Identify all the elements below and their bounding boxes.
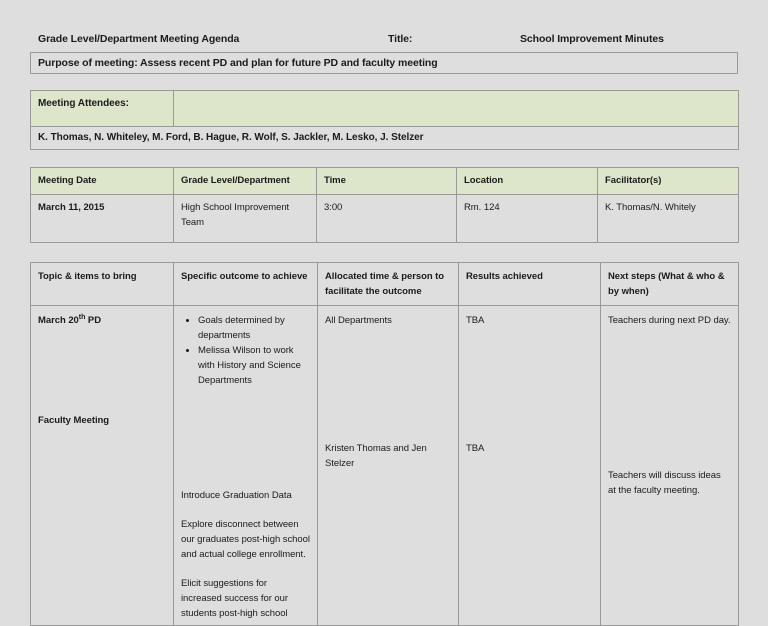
cell-results-achieved	[459, 306, 601, 626]
cell-grade-level: High School Improvement Team	[174, 195, 317, 243]
column-header-grade-level: Grade Level/Department	[174, 168, 317, 195]
column-header-results-achieved: Results achieved	[459, 263, 601, 306]
cell-location: Rm. 124	[457, 195, 598, 243]
topic-first	[38, 313, 166, 328]
outcome-paragraph-3: Elicit suggestions for increased success for our students post-high school	[181, 578, 288, 619]
table-row	[31, 306, 739, 626]
topic-first-text: March 20	[38, 315, 79, 326]
meeting-details-table	[30, 167, 739, 243]
column-header-allocated-time: Allocated time & person to facilitate the outcome	[318, 263, 459, 306]
cell-time: 3:00	[317, 195, 457, 243]
agenda-title: Grade Level/Department Meeting Agenda	[38, 33, 240, 45]
purpose-of-meeting: Purpose of meeting: Assess recent PD and plan for future PD and faculty meeting	[30, 52, 738, 74]
attendees-names: K. Thomas, N. Whiteley, M. Ford, B. Hague, R. Wolf, S. Jackler, M. Lesko, J. Stelzer	[31, 127, 739, 150]
next-steps-second: Teachers will discuss ideas at the faculty meeting.	[608, 470, 721, 496]
attendees-label: Meeting Attendees:	[31, 91, 174, 127]
list-item: • Melissa Wilson to work with History and Science Departments	[198, 343, 310, 388]
outcome-paragraph-2: Explore disconnect between our graduates post-high school and actual college enrollment.	[181, 519, 310, 560]
results-first: TBA	[466, 315, 485, 326]
outcome-bullet-list	[181, 313, 310, 388]
column-header-facilitators: Facilitator(s)	[598, 168, 739, 195]
results-second: TBA	[466, 443, 485, 454]
allocated-second: Kristen Thomas and Jen Stelzer	[325, 443, 427, 469]
topic-second: Faculty Meeting	[38, 415, 110, 426]
attendees-table	[30, 90, 739, 150]
list-item: • Goals determined by departments	[198, 313, 310, 343]
title-value: School Improvement Minutes	[520, 33, 664, 45]
topic-first-superscript: th	[78, 313, 86, 321]
table-header-row	[31, 168, 739, 195]
next-steps-first: Teachers during next PD day.	[608, 315, 731, 326]
cell-meeting-date: March 11, 2015	[31, 195, 174, 243]
table-row	[31, 91, 739, 127]
cell-allocated-time	[318, 306, 459, 626]
column-header-location: Location	[457, 168, 598, 195]
document-header	[30, 30, 738, 51]
column-header-specific-outcome: Specific outcome to achieve	[174, 263, 318, 306]
column-header-time: Time	[317, 168, 457, 195]
column-header-next-steps: Next steps (What & who & by when)	[601, 263, 739, 306]
cell-specific-outcome	[174, 306, 318, 626]
cell-next-steps	[601, 306, 739, 626]
column-header-topic: Topic & items to bring	[31, 263, 174, 306]
column-header-meeting-date: Meeting Date	[31, 168, 174, 195]
outcome-paragraph-1: Introduce Graduation Data	[181, 490, 292, 501]
allocated-first: All Departments	[325, 315, 392, 326]
cell-topics	[31, 306, 174, 626]
table-row	[31, 195, 739, 243]
table-header-row	[31, 263, 739, 306]
table-row	[31, 127, 739, 150]
title-label: Title:	[388, 33, 413, 45]
agenda-table	[30, 262, 739, 626]
cell-facilitators: K. Thomas/N. Whitely	[598, 195, 739, 243]
attendees-empty-cell	[174, 91, 739, 127]
topic-first-suffix: PD	[85, 315, 101, 326]
